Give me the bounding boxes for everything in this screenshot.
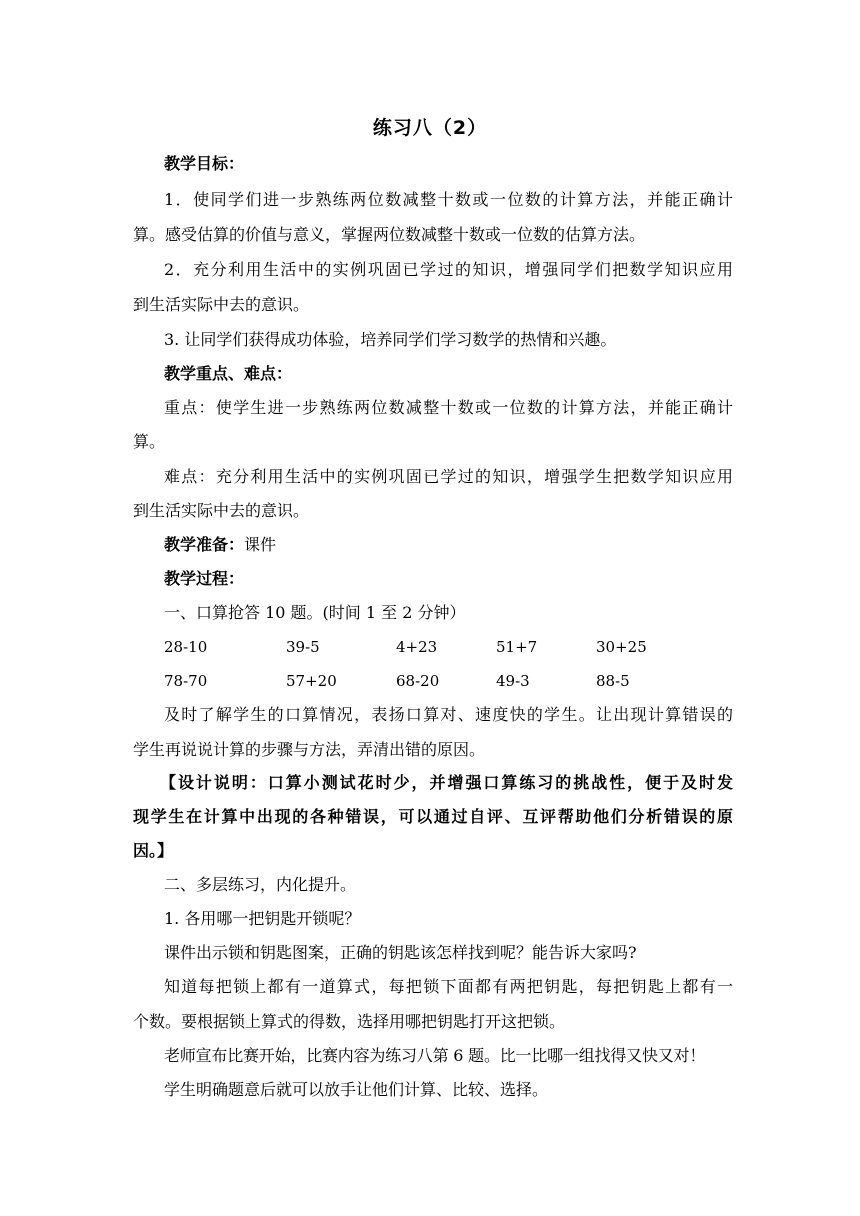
students-line: 学生明确题意后就可以放手让他们计算、比较、选择。 [164, 1080, 549, 1099]
calc-item: 39-5 [286, 638, 320, 656]
calc-item: 51+7 [496, 638, 538, 656]
know-line-2: 个数。要根据锁上算式的得数，选择用哪把钥匙打开这把锁。 [133, 1012, 566, 1031]
calc-item: 49-3 [496, 672, 530, 690]
preparation-label: 教学准备： [164, 535, 245, 554]
calc-item: 4+23 [396, 638, 438, 656]
document-title: 练习八（2） [372, 117, 488, 139]
design-note-line-1: 【设计说明：口算小测试花时少，并增强口算练习的挑战性，便于及时发 [160, 773, 733, 792]
difficulty-line-1: 难点：充分利用生活中的实例巩固已学过的知识，增强学生把数学知识应用 [164, 467, 733, 486]
design-note-line-3: 因。】 [133, 841, 174, 860]
goal-2-line-2: 到生活实际中去的意识。 [133, 295, 310, 314]
item-1-keys: 1. 各用哪一把钥匙开锁呢？ [164, 909, 361, 928]
goal-3: 3. 让同学们获得成功体验，培养同学们学习数学的热情和兴趣。 [164, 330, 617, 349]
preparation-value: 课件 [244, 535, 277, 554]
step-2-practice: 二、多层练习，内化提升。 [164, 875, 357, 894]
know-line-1: 知道每把锁上都有一道算式，每把锁下面都有两把钥匙，每把钥匙上都有一 [164, 977, 733, 996]
timely-line-2: 学生再说说计算的步骤与方法，弄清出错的原因。 [133, 740, 486, 759]
calc-item: 68-20 [396, 672, 440, 690]
design-note-line-2: 现学生在计算中出现的各种错误，可以通过自评、互评帮助他们分析错误的原 [133, 807, 733, 826]
keypoints-heading: 教学重点、难点： [164, 364, 293, 383]
teacher-line: 老师宣布比赛开始，比赛内容为练习八第 6 题。比一比哪一组找得又快又对！ [164, 1046, 706, 1065]
preparation-line [164, 534, 733, 556]
calc-item: 57+20 [286, 672, 337, 690]
goal-1-line-2: 算。感受估算的价值与意义，掌握两位数减整十数或一位数的估算方法。 [133, 225, 646, 244]
step-1-oral-calculation: 一、口算抢答 10 题。(时间 1 至 2 分钟） [164, 603, 466, 622]
calc-item: 30+25 [596, 638, 647, 656]
calc-item: 88-5 [596, 672, 630, 690]
timely-line-1: 及时了解学生的口算情况，表扬口算对、速度快的学生。让出现计算错误的 [164, 705, 733, 724]
goal-2-line-1: 2．充分利用生活中的实例巩固已学过的知识，增强同学们把数学知识应用 [164, 260, 733, 279]
goals-heading: 教学目标： [164, 154, 245, 173]
process-heading: 教学过程： [164, 569, 245, 588]
difficulty-line-2: 到生活实际中去的意识。 [133, 501, 310, 520]
courseware-line: 课件出示锁和钥匙图案，正确的钥匙该怎样找到呢？能告诉大家吗? [164, 943, 637, 962]
calc-item: 78-70 [164, 672, 208, 690]
calc-item: 28-10 [164, 638, 208, 656]
key-point-line-2: 算。 [133, 432, 166, 451]
key-point-line-1: 重点：使学生进一步熟练两位数减整十数或一位数的计算方法，并能正确计 [164, 398, 733, 417]
goal-1-line-1: 1．使同学们进一步熟练两位数减整十数或一位数的计算方法，并能正确计 [164, 190, 733, 209]
